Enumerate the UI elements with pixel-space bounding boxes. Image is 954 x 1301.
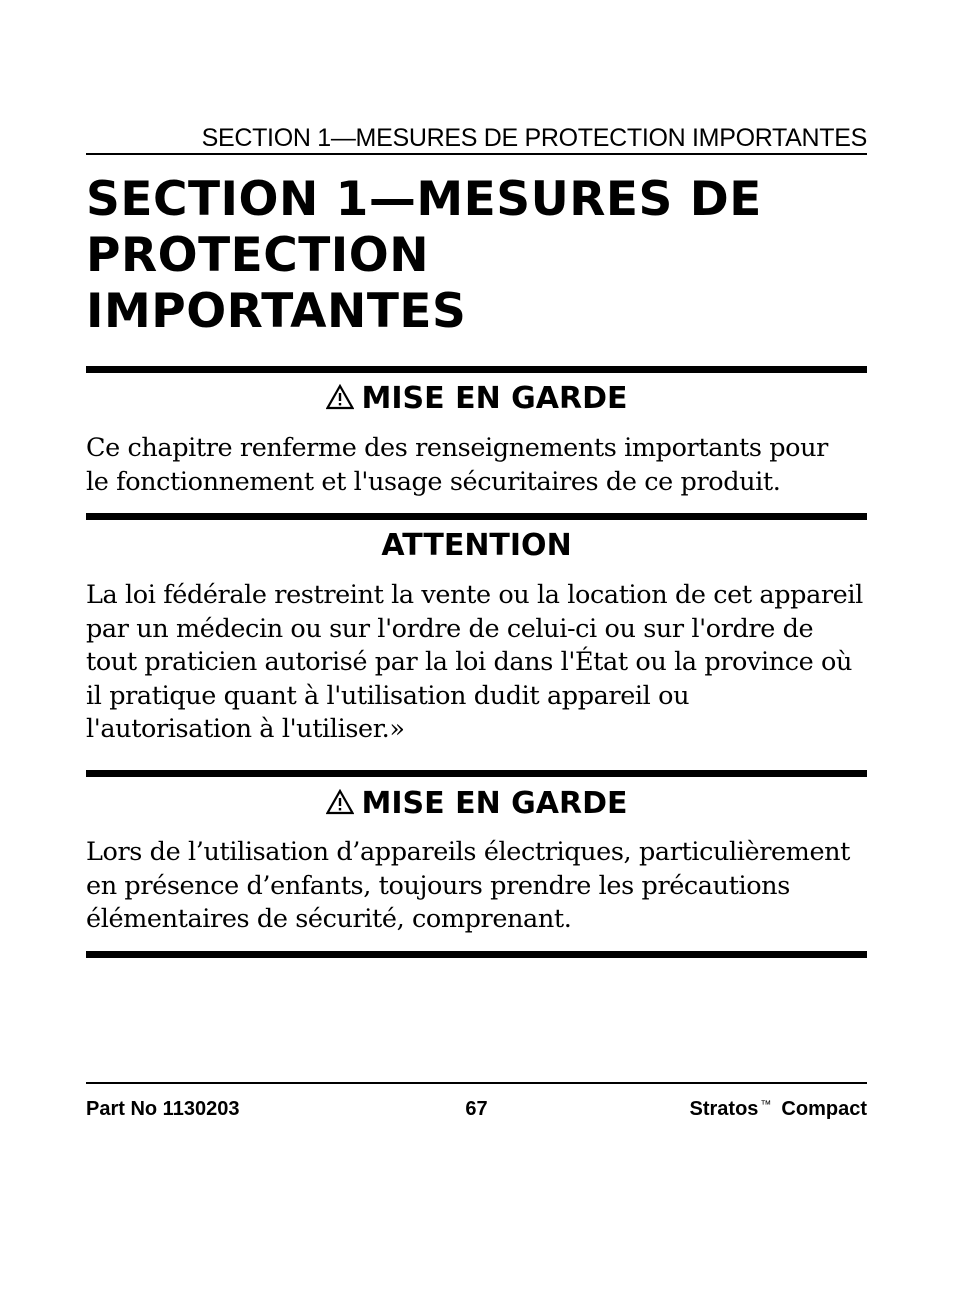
- title-line-2: PROTECTION: [86, 228, 430, 283]
- notice-line: le fonctionnement et l'usage sécuritaires de ce produit.: [86, 466, 781, 497]
- notice-heading-text: ATTENTION: [381, 528, 572, 563]
- notice-line: l'autorisation à l'utiliser.»: [86, 714, 405, 744]
- notice-line: La loi fédérale restreint la vente ou la location de cet appareil: [86, 580, 863, 610]
- running-header: SECTION 1—MESURES DE PROTECTION IMPORTANTES: [201, 124, 867, 152]
- notice-rule: [86, 951, 867, 958]
- product-name-text: Stratos: [689, 1098, 759, 1120]
- warning-triangle-icon: [326, 788, 354, 824]
- header-rule: [86, 153, 867, 155]
- warning-triangle-icon: [326, 383, 354, 419]
- notice-line: élémentaires de sécurité, comprenant.: [86, 904, 572, 934]
- page-footer: [86, 1098, 867, 1128]
- notice-body: [86, 579, 867, 747]
- notice-rule: [86, 513, 867, 520]
- product-model: Compact: [781, 1098, 867, 1120]
- notice-heading-text: MISE EN GARDE: [361, 786, 628, 821]
- product-name: [690, 1098, 867, 1121]
- notice-line: par un médecin ou sur l'ordre de celui-ci ou sur l'ordre de: [86, 613, 814, 644]
- notice-rule: [86, 770, 867, 777]
- notice-rule: [86, 366, 867, 373]
- notice-line: il pratique quant à l'utilisation dudit appareil ou: [86, 680, 690, 711]
- page-title: [86, 172, 867, 340]
- notice-heading-attention: [86, 528, 867, 564]
- title-line-3: IMPORTANTES: [86, 284, 467, 339]
- part-number: Part No 1130203: [86, 1098, 240, 1120]
- notice-line: Ce chapitre renferme des renseignements importants pour: [86, 433, 828, 463]
- notice-heading-text: MISE EN GARDE: [361, 381, 628, 416]
- notice-heading-mise-en-garde: [86, 786, 867, 824]
- notice-heading-mise-en-garde: [86, 381, 867, 419]
- notice-body: [86, 432, 867, 499]
- notice-line: tout praticien autorisé par la loi dans l'État ou la province où: [86, 647, 853, 677]
- footer-rule: [86, 1082, 867, 1084]
- trademark-symbol: ™: [760, 1099, 772, 1111]
- title-line-1: SECTION 1—MESURES DE: [86, 172, 762, 227]
- notice-line: Lors de l’utilisation d’appareils électriques, particulièrement: [86, 837, 851, 867]
- notice-line: en présence d’enfants, toujours prendre les précautions: [86, 870, 790, 901]
- notice-body: [86, 836, 867, 937]
- page-number: 67: [465, 1098, 488, 1120]
